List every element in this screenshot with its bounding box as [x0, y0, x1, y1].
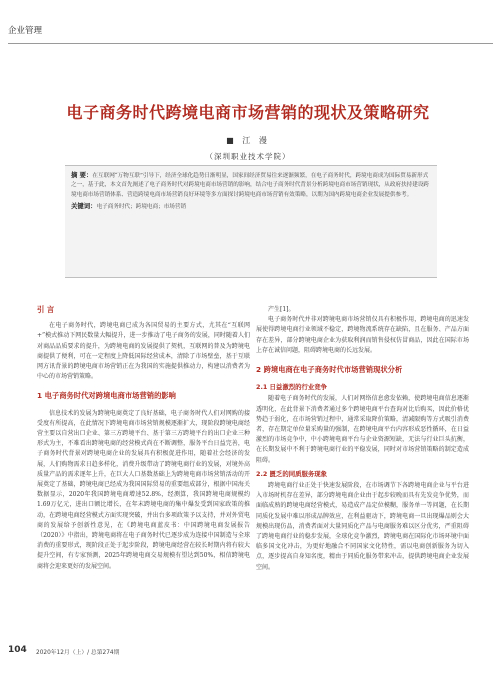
keywords-label: 关键词：: [71, 202, 97, 211]
paragraph2: 电子商务时代并非对跨境电商市场营销仅具有积极作用，跨境电商的迅速发展使得跨境电商行业领域不稳定，跨境物流系统存在缺陷，且在服务、产品方面存在差异，部分跨境电商企业为获取利润而销售侵权仿冒商品，因此在国际市场上存在诚信问题，阻碍跨境电商的长远发展。: [256, 316, 469, 354]
carry-paragraph: 产生[1]。: [268, 306, 295, 313]
sub22-heading: 2.2 匮乏的同质服务现象: [256, 469, 328, 478]
abstract-text: 在互联网“万物互联”引导下，经济全球化趋势日渐明显，国家间经济贸易往来逐渐频繁，在电子商务时代，跨境电商成为国际贸易新形式之一，基于此，本文首先阐述了电子商务时代对跨境电商市场营销的影响，结合电子商务时代背景分析跨境电商市场营销现状，从政府扶持建设跨境电商市场营销体系、营造跨境电商市场营销良好环境等多方面探讨跨境电商市场营销有效策略，以期为国内跨境电商企业发展提供参考。: [71, 173, 430, 198]
keywords-text: 电子商务时代；跨境电商；市场营销: [96, 204, 187, 211]
sub22-paragraph: 跨境电商行业正处于快速发展阶段，在市场调节下各跨境电商企业与平台进入市场时机存在差异，部分跨境电商企业由于起步较晚而具有先发竞争优势，而面临成熟的跨境电商经营模式，易造成产品定位模糊，服务单一等问题，在长期同质化发展中难以形成品牌效应，在利益驱动下，跨境电商一旦出现爆品则会大规模出现仿品，消费者面对大量同质化产品与电商服务难以区分优劣，严重阻碍了跨境电商行业的稳步发展，全球化竞争激烈，跨境电商在国际化市场环境中面临多国文化冲击，为更好地融合不同国家文化特性，需以电商创新服务为切入点，逐步提高自身知名度，精由于同质化服务带来冲击，提供跨境电商企业发展空间。: [256, 482, 469, 571]
sub21-heading: 2.1 日益激烈的行业竞争: [256, 383, 328, 392]
header-rule: [8, 43, 493, 44]
abstract: [71, 171, 431, 200]
keywords: [71, 202, 431, 212]
left-column: [37, 305, 250, 572]
abstract-label: 摘 要：: [71, 171, 93, 179]
article-title: 电子商务时代跨境电商市场营销的现状及策略研究: [66, 103, 430, 122]
abstract-box: [65, 165, 437, 278]
intro-heading: 引 言: [37, 305, 55, 314]
article-affiliation: （深圳职业技术学院）: [205, 152, 291, 161]
intro-paragraph: 在电子商务时代，跨境电商已成为各国贸易的主要方式，尤其在“互联网+”模式推动下网民数量大幅提升，进一步推动了电子商务的发展，同时随着人们对商品品质要求的提升，为跨境电商的发展提供了契机，互联网的普及为跨境电商提供了便利，可在一定程度上降低国际经营成本，清除了市场壁垒，基于互联网方讯背景的跨境电商市场营销正在为我国的实施提供推动力，构建以消费者为中心的市场营销策略。: [37, 322, 250, 381]
article-author: ■ 江 漫: [226, 136, 270, 145]
section-label: 企业管理: [8, 26, 43, 36]
right-column: [256, 305, 469, 573]
sub21-paragraph: 随着电子商务时代的发展，人们对网络信息愈发依赖，使跨境电商信息逐渐透明化，在此背景下消费者通过多个跨境电商平台查询对比后购买，因此价格优势趋于弱化，在市场营销过程中，通常采取降价策略，清减限购等方式吸引消费者，存在期定单位量采购量的强制，在跨境电商平台内容形成恶性循环，在日益激烈的市场竞争中，中小跨境电商平台与企业资源短缺，无法与行业巨头抗衡，在长期发展中不利于跨境电商行业的平稳发展，同时对市场营销策略的制定造成阻碍。: [256, 395, 469, 464]
section1-paragraph: 信息技术的发展为跨境电商奠定了良好基础，电子商务时代人们对网购的接受度有所提高，在此情况下跨境电商市场营销规模逐渐扩大，现阶段跨境电商经营主要以自营出口企业、第三方跨境平台、基于第三方跨境平台的出口企业三种形式为主，不难看出跨境电商的经营模式尚在不断调整，服务平台日益完善，电子商务时代背景对跨境电商企业的发展具有积极促进作用，随着社会经济的发展，人们购物需求日趋多样化，消费升级带动了跨境电商行业的发展，对境外高质量产品的需求逐年上升，在巨大人口基数基础上为跨境电商市场营销活动的开展奠定了基础，跨境电商已经成为我国国际贸易的重要组成部分，根据中国海关数据显示，2020年我国跨境电商增速52.8%，经测算，我国跨境电商规模约1.69万亿元，进出口额比增长，在年末跨境电商的集中爆发受到国家政策的推动，在跨境电商经营模式方面实现突破，并出台多项政策予以支持，并对外贸电商的发展给予创新性意见，在《跨境电商蓝皮书：中国跨境电商发展报告（2020）》中指出，跨境电商将在电子商务时代已逐步成为连接中国制造与全球消费的重要形式，现阶段正处于起步阶段，跨境电商经营在较长时期内将有较大提升空间，有专家预测，2025年跨境电商交易规模有望达到50%，相信跨境电商将会迎来更好的发展空间。: [37, 409, 250, 570]
page-number: 104: [8, 645, 27, 655]
issue-info: 2020年12月（上）/ 总第274期: [36, 650, 120, 656]
section2-heading: 2 跨境电商在电子商务时代市场营销现状分析: [256, 365, 403, 375]
section1-heading: 1 电子商务时代对跨境电商市场营销的影响: [37, 391, 176, 401]
